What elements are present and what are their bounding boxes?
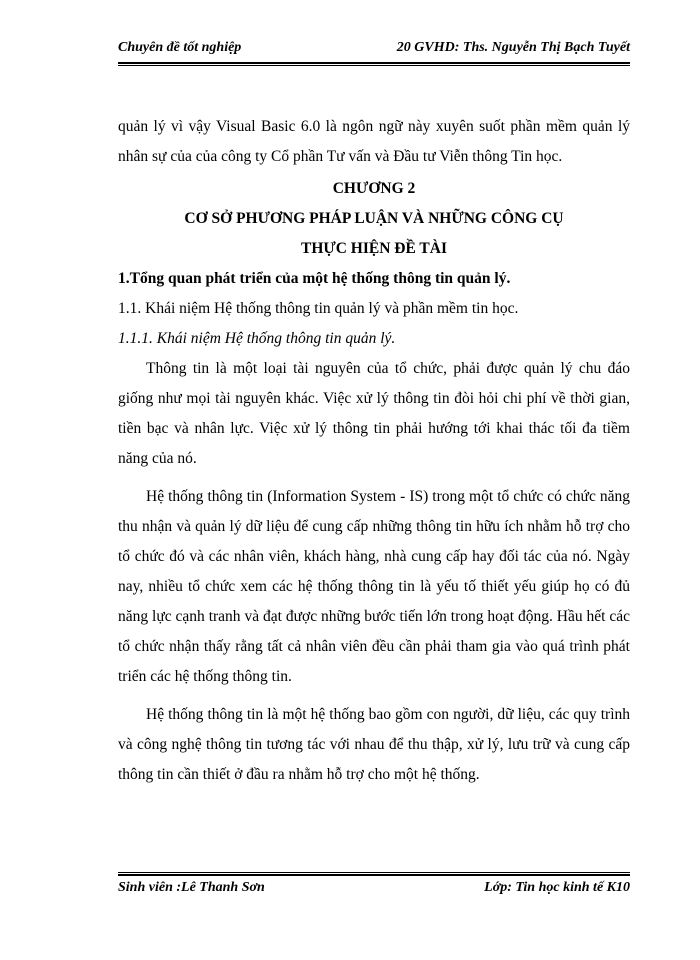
section-heading-1-1-1: 1.1.1. Khái niệm Hệ thống thông tin quản lý. [118, 330, 396, 347]
paragraph-information-system: Hệ thống thông tin (Information System - IS) trong một tổ chức có chức năng thu nhận và quản lý dữ liệu để cung cấp những thông tin hữu ích nhằm hỗ trợ cho tổ chức đó và các nhân viên, khách hàng, nhà cung cấp hay đối tác của nó. Ngày nay, nhiều tổ chức xem các hệ thống thông tin là yếu tố thiết yếu giúp họ có đủ năng lực cạnh tranh và đạt được những bước tiến lớn trong hoạt động. Hầu hết các tổ chức nhận thấy rằng tất cả nhân viên đều cần phải tham gia vào quá trình phát triển các hệ thống thông tin. [118, 488, 630, 685]
header-divider [118, 62, 630, 66]
intro-paragraph: quản lý vì vậy Visual Basic 6.0 là ngôn ngữ này xuyên suốt phần mềm quản lý nhân sự của của công ty Cổ phần Tư vấn và Đầu tư Viễn thông Tin học. [118, 118, 630, 165]
chapter-title-line-2: THỰC HIỆN ĐỀ TÀI [301, 240, 447, 257]
section-heading-1: 1.Tổng quan phát triển của một hệ thống thông tin quản lý. [118, 270, 511, 287]
paragraph-information-resource: Thông tin là một loại tài nguyên của tổ chức, phải được quản lý chu đáo giống như mọi tài nguyên khác. Việc xử lý thông tin đòi hỏi chi phí về thời gian, tiền bạc và nhân lực. Việc xử lý thông tin phải hướng tới khai thác tối đa tiềm năng của nó. [118, 360, 630, 467]
paragraph-system-definition: Hệ thống thông tin là một hệ thống bao gồm con người, dữ liệu, các quy trình và công nghệ thông tin tương tác với nhau để thu thập, xử lý, lưu trữ và cung cấp thông tin cần thiết ở đầu ra nhằm hỗ trợ cho một hệ thống. [118, 706, 630, 783]
header-supervisor: 20 GVHD: Ths. Nguyễn Thị Bạch Tuyết [396, 40, 630, 55]
chapter-number: CHƯƠNG 2 [332, 180, 416, 197]
footer-class: Lớp: Tin học kinh tế K10 [484, 880, 630, 895]
page-body [118, 112, 630, 790]
header-document-type: Chuyên đề tốt nghiệp [118, 40, 242, 55]
section-heading-1-1: 1.1. Khái niệm Hệ thống thông tin quản lý và phần mềm tin học. [118, 300, 519, 317]
page-footer [118, 880, 630, 902]
footer-divider [118, 872, 630, 876]
chapter-title-line-1: CƠ SỞ PHƯƠNG PHÁP LUẬN VÀ NHỮNG CÔNG CỤ [184, 210, 564, 227]
footer-student: Sinh viên :Lê Thanh Sơn [118, 880, 265, 895]
page-header [118, 38, 630, 60]
